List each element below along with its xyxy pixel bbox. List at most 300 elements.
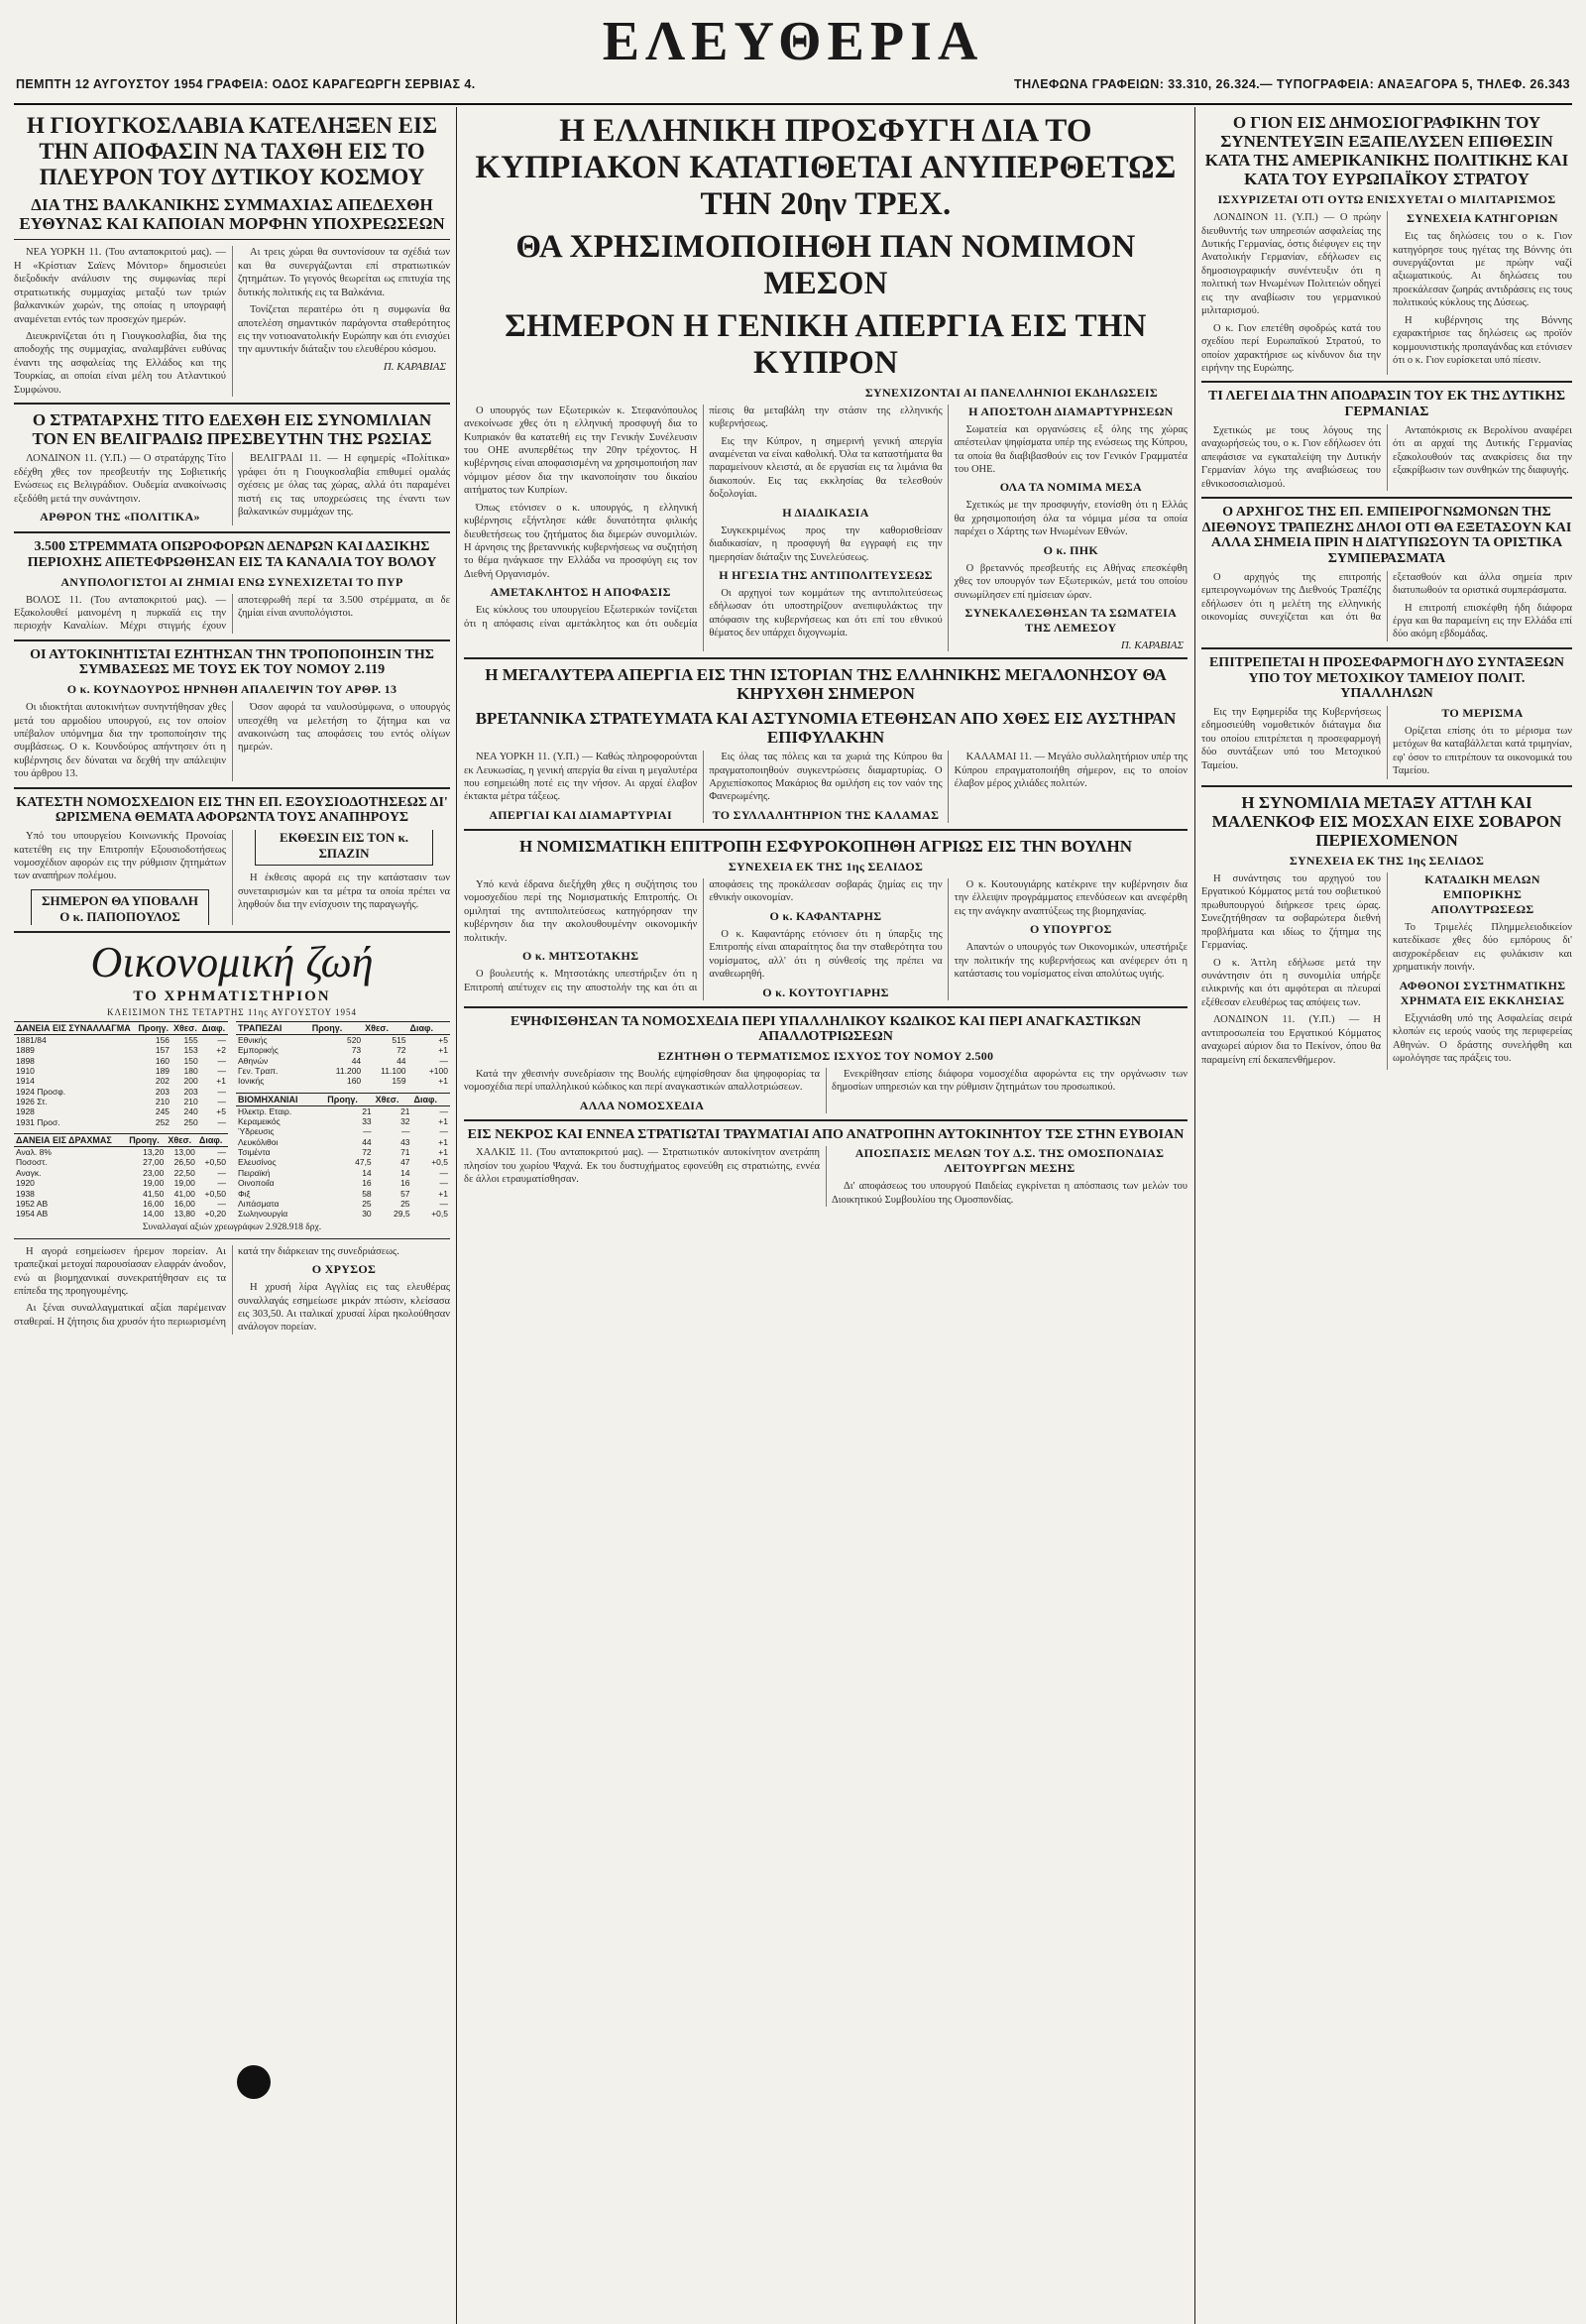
table-cell: — xyxy=(217,1147,226,1158)
table-cell: 72 xyxy=(396,1045,406,1056)
table-cell: 1898 xyxy=(16,1055,35,1066)
table-cell: — xyxy=(439,1126,448,1137)
table-row xyxy=(14,1117,228,1127)
table-cell: +1 xyxy=(438,1045,448,1056)
table-cell: — xyxy=(439,1198,448,1209)
divider xyxy=(14,787,450,789)
table-cell: — xyxy=(217,1167,226,1178)
table-loans-fx xyxy=(14,1021,228,1127)
table-cell: 44 xyxy=(362,1136,372,1147)
headline-accident: ΕΙΣ ΝΕΚΡΟΣ ΚΑΙ ΕΝΝΕΑ ΣΤΡΑΤΙΩΤΑΙ ΤΡΑΥΜΑΤΙΑΙ ΑΠΟ ΑΝΑΤΡΟΠΗΝ ΑΥΤΟΚΙΝΗΤΟΥ ΤΣΕ ΣΤΗΝ ΕΥΒΟΙΑΝ xyxy=(467,1126,1185,1142)
table-header: Προηγ. xyxy=(310,1021,363,1034)
table-cell: +0,5 xyxy=(431,1157,448,1168)
table-cell: — xyxy=(439,1105,448,1116)
table-cell: 1920 xyxy=(16,1178,35,1189)
table-header: ΔΑΝΕΙΑ ΕΙΣ ΣΥΝΑΛΛΑΓΜΑ xyxy=(14,1021,136,1034)
table-cell: +1 xyxy=(438,1136,448,1147)
divider xyxy=(464,1006,1188,1008)
headline-monetary: Η ΝΟΜΙΣΜΑΤΙΚΗ ΕΠΙΤΡΟΠΗ ΕΣΦΥΡΟΚΟΠΗΘΗ ΑΓΡΙΩΣ ΕΙΣ ΤΗΝ ΒΟΥΛΗΝ xyxy=(518,836,1132,856)
table-cell: 11.200 xyxy=(335,1065,362,1076)
table-cell: 1954 ΑΒ xyxy=(16,1209,49,1220)
article-subhead: Ο κ. ΠΗΚ xyxy=(1043,542,1099,557)
table-cell: — xyxy=(217,1034,226,1045)
table-cell: 41,00 xyxy=(173,1188,195,1199)
table-cell: 58 xyxy=(362,1188,372,1199)
table-cell: Φιξ xyxy=(238,1188,251,1199)
paragraph: Ο βρεταννός πρεσβευτής εις Αθήνας επεσκέφθη χθες τον υπουργόν των Εξωτερικών, μετά του οποίου συνωμίλησεν επί ημίσειαν ώραν. xyxy=(954,562,1188,601)
table-row xyxy=(236,1034,450,1045)
subheadline-fire: ΑΝΥΠΟΛΟΓΙΣΤΟΙ ΑΙ ΖΗΜΙΑΙ ΕΝΩ ΣΥΝΕΧΙΖΕΤΑΙ ΤΟ ΠΥΡ xyxy=(60,574,403,589)
stock-exchange-title: ΤΟ ΧΡΗΜΑΤΙΣΤΗΡΙΟΝ xyxy=(133,988,331,1004)
headline-pensions: ΕΠΙΤΡΕΠΕΤΑΙ Η ΠΡΟΣΕΦΑΡΜΟΓΗ ΔΥΟ ΣΥΝΤΑΞΕΩΝ ΥΠΟ ΤΟΥ ΜΕΤΟΧΙΚΟΥ ΤΑΜΕΙΟΥ ΠΟΛΙΤ. ΥΠΑΛΛΗΛΩΝ xyxy=(1208,654,1565,702)
divider xyxy=(464,657,1188,659)
continuation-note: ΣΥΝΕΧΕΙΑ ΕΚ ΤΗΣ 1ης ΣΕΛΙΔΟΣ xyxy=(728,859,924,873)
subheadline-john: ΙΣΧΥΡΙΖΕΤΑΙ ΟΤΙ ΟΥΤΩ ΕΝΙΣΧΥΕΤΑΙ Ο ΜΙΛΙΤΑΡΙΣΜΟΣ xyxy=(1217,192,1556,207)
byline: Π. ΚΑΡΑΒΙΑΣ xyxy=(1120,639,1184,652)
table-cell: 160 xyxy=(346,1076,362,1087)
table-row xyxy=(14,1189,228,1199)
article-strike xyxy=(464,751,1188,823)
table-cell: Εμπορικής xyxy=(238,1045,279,1056)
divider xyxy=(14,531,450,533)
table-header: Χθεσ. xyxy=(374,1093,412,1105)
economy-section-title: Οικονομική ζωή xyxy=(90,937,374,987)
masthead-phones: ΤΗΛΕΦΩΝΑ ΓΡΑΦΕΙΩΝ: 33.310, 26.324.— ΤΥΠΟΓΡΑΦΕΙΑ: ΑΝΑΞΑΓΟΡΑ 5, ΤΗΛΕΦ. 26.343 xyxy=(1014,77,1570,91)
table-cell: 1926 Στ. xyxy=(16,1097,48,1107)
table-cell: 16,00 xyxy=(173,1198,195,1209)
table-header: ΔΑΝΕΙΑ ΕΙΣ ΔΡΑΧΜΑΣ xyxy=(14,1134,127,1147)
paragraph: Σωματεία και οργανώσεις εξ όλης της χώρας απέστειλαν ψηφίσματα υπέρ της ενώσεως της Κύπρου, τα οποία θα διαβιβασθούν εις τον Γενικόν Γραμματέα του ΟΗΕ. xyxy=(954,423,1188,475)
article-john xyxy=(1201,211,1572,375)
table-row xyxy=(14,1168,228,1178)
table-cell: 25 xyxy=(362,1198,372,1209)
table-header: Διαφ. xyxy=(412,1093,450,1105)
paragraph: Ο κ. Κουτουγιάρης κατέκρινε την κυβέρνησιν δια την έλλειψιν προγράμματος επενδύσεων και ανεφέρθη εις την ανάγκην αναπτύξεως της βιομηχανίας. xyxy=(954,878,1188,917)
article-subhead: Η ΔΙΑΔΙΚΑΣΙΑ xyxy=(782,505,869,520)
paragraph: Ο κ. Γιον επετέθη σφοδρώς κατά του σχεδίου περί Ευρωπαϊκού Στρατού, το οποίον χαρακτήρισε ως κίνδυνον δια την ειρήνην της Ευρώπης. xyxy=(1201,322,1381,374)
table-cell: 245 xyxy=(155,1106,170,1117)
masthead-date-address: ΠΕΜΠΤΗ 12 ΑΥΓΟΥΣΤΟΥ 1954 ΓΡΑΦΕΙΑ: ΟΔΟΣ ΚΑΡΑΓΕΩΡΓΗ ΣΕΡΒΙΑΣ 4. xyxy=(16,77,476,91)
table-row xyxy=(236,1209,450,1219)
table-body xyxy=(236,1034,450,1086)
table-body xyxy=(14,1034,228,1127)
table-cell: Αθηνών xyxy=(238,1055,269,1066)
transactions-note: Συναλλαγαί αξιών χρεωγράφων 2.928.918 δρχ. xyxy=(142,1221,322,1232)
ink-blot xyxy=(237,2065,271,2099)
table-cell: 1914 xyxy=(16,1076,35,1087)
divider xyxy=(1201,647,1572,649)
table-header: Χθεσ. xyxy=(166,1134,197,1147)
table-row xyxy=(236,1157,450,1167)
paragraph: Εις κύκλους του υπουργείου Εξωτερικών τονίζεται ότι η απόφασις είναι αμετάκλητος και ότι ουδεμία πίεσις θα μεταβάλη την στάσιν της ελληνικής κυβερνήσεως. xyxy=(464,405,943,630)
table-row xyxy=(236,1189,450,1199)
table-cell: 16 xyxy=(362,1178,372,1189)
paragraph: Κατά την χθεσινήν συνεδρίασιν της Βουλής εψηφίσθησαν δια ψηφοφορίας τα νομοσχέδια περί υπαλληλικού κώδικος και περί αναγκαστικών απαλλοτριώσεων. xyxy=(464,1068,820,1094)
table-cell: 19,00 xyxy=(173,1178,195,1189)
divider xyxy=(1201,381,1572,383)
headline-tito: Ο ΣΤΡΑΤΑΡΧΗΣ ΤΙΤΟ ΕΔΕΧΘΗ ΕΙΣ ΣΥΝΟΜΙΛΙΑΝ ΤΟΝ ΕΝ ΒΕΛΙΓΡΑΔΙΩ ΠΡΕΣΒΕΥΤΗΝ ΤΗΣ ΡΩΣΙΑΣ xyxy=(32,410,432,449)
paragraph: ΧΑΛΚΙΣ 11. (Του ανταποκριτού μας). — Στρατιωτικόν αυτοκίνητον ανετράπη πλησίον του χωρίου Ψαχνά. Εκ του δυστυχήματος εφονεύθη εις στρατιώτης, εννέα δε άλλοι ετραυματίσθησαν. xyxy=(464,1147,820,1186)
page-columns xyxy=(14,107,1572,2324)
subheadline-drivers: Ο κ. ΚΟΥΝΔΟΥΡΟΣ ΗΡΝΗΘΗ ΑΠΑΛΕΙΨΙΝ ΤΟΥ ΑΡΘΡ. 13 xyxy=(66,682,397,697)
table-row xyxy=(236,1168,450,1178)
table-cell: 1928 xyxy=(16,1106,35,1117)
article-subhead: Ο κ. ΚΑΦΑΝΤΑΡΗΣ xyxy=(769,908,882,923)
table-cell: 71 xyxy=(400,1147,410,1158)
table-header: Χθεσ. xyxy=(171,1021,200,1034)
table-cell: — xyxy=(217,1055,226,1066)
headline-cyprus-2: ΘΑ ΧΡΗΣΙΜΟΠΟΙΗΘΗ ΠΑΝ ΝΟΜΙΜΟΝ ΜΕΣΟΝ xyxy=(515,228,1136,301)
table-cell: 57 xyxy=(400,1188,410,1199)
table-row xyxy=(14,1076,228,1086)
paragraph: Ορίζεται επίσης ότι το μέρισμα των μετόχων θα καταβάλλεται κατά τριμηνίαν, εφ' όσον το επιτρέπουν τα οικονομικά του Ταμείου. xyxy=(1393,725,1572,777)
table-cell: +1 xyxy=(438,1147,448,1158)
subheadline-cyprus: ΣΥΝΕΧΙΖΟΝΤΑΙ ΑΙ ΠΑΝΕΛΛΗΝΙΟΙ ΕΚΔΗΛΩΣΕΙΣ xyxy=(864,385,1158,400)
table-row xyxy=(14,1209,228,1219)
table-cell: 43 xyxy=(400,1136,410,1147)
headline-fire: 3.500 ΣΤΡΕΜΜΑΤΑ ΟΠΩΡΟΦΟΡΩΝ ΔΕΝΔΡΩΝ ΚΑΙ ΔΑΣΙΚΗΣ ΠΕΡΙΟΧΗΣ ΑΠΕΤΕΦΡΩΘΗΣΑΝ ΕΙΣ ΤΑ ΚΑΝΑΛΙΑ ΤΟΥ ΒΟΛΟΥ xyxy=(27,539,437,570)
table-row xyxy=(14,1056,228,1066)
table-row xyxy=(14,1199,228,1209)
table-industry xyxy=(236,1093,450,1220)
article-escape xyxy=(1201,424,1572,491)
table-cell: 13,80 xyxy=(173,1209,195,1220)
article-yugoslavia xyxy=(14,246,450,397)
table-cell: — xyxy=(217,1116,226,1127)
table-cell: 210 xyxy=(183,1097,198,1107)
paragraph: Απαντών ο υπουργός των Οικονομικών, υπεστήριξε την πολιτικήν της κυβερνήσεως και ανέφερεν ότι η κατάστασις του νομίσματος είναι απολύτως υγιής. xyxy=(954,942,1188,981)
paragraph: Εξιχνιάσθη υπό της Ασφαλείας σειρά κλοπών εις ιερούς ναούς της περιφερείας Αθηνών. Ο δράστης συνελήφθη και ωμολόγησε τας πράξεις του. xyxy=(1393,1012,1572,1064)
table-cell: 14 xyxy=(362,1167,372,1178)
table-row xyxy=(14,1157,228,1167)
article-pensions xyxy=(1201,706,1572,779)
stock-exchange-date: ΚΛΕΙΣΙΜΟΝ ΤΗΣ ΤΕΤΑΡΤΗΣ 11ης ΑΥΓΟΥΣΤΟΥ 1954 xyxy=(106,1006,358,1017)
article-subhead: ΑΜΕΤΑΚΛΗΤΟΣ Η ΑΠΟΦΑΣΙΣ xyxy=(490,585,671,600)
paragraph: ΛΟΝΔΙΝΟΝ 11. (Υ.Π.) — Η αντιπροσωπεία του Εργατικού Κόμματος αναχωρεί αύριον δια το Πεκίνον, όπου θα παραμείνη επί δεκαπενθήμερον. xyxy=(1201,1014,1381,1066)
table-cell: 202 xyxy=(155,1076,170,1087)
paragraph: ΝΕΑ ΥΟΡΚΗ 11. (Υ.Π.) — Καθώς πληροφορούνται εκ Λευκωσίας, η γενική απεργία θα είναι η μεγαλυτέρα που εσημειώθη ποτέ εις την νήσον. Αι αρχαί έλαβον έκτακτα μέτρα τάξεως. xyxy=(464,752,698,803)
article-subhead: ΑΠΟΣΠΑΣΙΣ ΜΕΛΩΝ ΤΟΥ Δ.Σ. ΤΗΣ ΟΜΟΣΠΟΝΔΙΑΣ ΛΕΙΤΟΥΡΓΩΝ ΜΕΣΗΣ xyxy=(854,1146,1165,1176)
paragraph: ΝΕΑ ΥΟΡΚΗ 11. (Του ανταποκριτού μας). — Η «Κρίστιαν Σαϊενς Μόνιτορ» δημοσιεύει διεξοδικήν ανάλυσιν της συμφωνίας περί στρατιωτικής συμμαχίας μεταξύ των τριών βαλκανικών χωρών, της οποίας η υπογραφή αναμένεται εντός των προσεχών ημερών. xyxy=(14,247,226,325)
table-cell: 16,00 xyxy=(143,1198,165,1209)
table-cell: 1889 xyxy=(16,1045,35,1056)
article-fire xyxy=(14,594,450,634)
table-cell: +100 xyxy=(428,1065,448,1076)
article-subhead: ΣΥΝΕΚΑΛΕΣΘΗΣΑΝ ΤΑ ΣΩΜΑΤΕΙΑ ΤΗΣ ΛΕΜΕΣΟΥ xyxy=(964,606,1178,636)
table-cell: Ύδρευσις xyxy=(238,1126,275,1137)
table-cell: 1952 ΑΒ xyxy=(16,1198,49,1209)
paragraph: Αι ξέναι συναλλαγματικαί αξίαι παρέμειναν σταθεραί. Η ζήτησις δια χρυσόν ήτο περιωρισμένη κατά την διάρκειαν της συνεδριάσεως. xyxy=(14,1245,399,1328)
table-loans-drachma xyxy=(14,1133,228,1220)
table-cell: — xyxy=(439,1055,448,1066)
table-cell: Οινοποιΐα xyxy=(238,1178,275,1189)
paragraph: Το Τριμελές Πλημμελειοδικείον κατεδίκασε χθες δύο εμπόρους δι' αισχροκέρδειαν εις φυλάκισιν και χρηματικήν ποινήν. xyxy=(1393,921,1572,974)
paragraph: Εις την Κύπρον, η σημερινή γενική απεργία αναμένεται να είναι καθολική. Όλα τα καταστήματα θα παραμείνουν κλειστά, αι δε εργασίαι εις τα λιμάνια θα διακοπούν. Εις τας εκκλησίας θα τελεσθούν δοξολογίαι. xyxy=(709,435,943,501)
table-cell: 32 xyxy=(400,1116,410,1127)
article-subhead: Ο ΧΡΥΣΟΣ xyxy=(311,1262,377,1277)
paragraph: Οι ιδιοκτήται αυτοκινήτων συνηντήθησαν χθες μετά του αρμοδίου υπουργού, εις τον οποίον υπέβαλον υπόμνημα δια την τροποποίησιν της συμβάσεως. Ο κ. Κουνδούρος απήντησεν ότι η κυβέρνησις δεν δύναται να δεχθή την απάλειψιν του άρθρου 13. xyxy=(14,702,226,780)
subheadline-yugoslavia: ΔΙΑ ΤΗΣ ΒΑΛΚΑΝΙΚΗΣ ΣΥΜΜΑΧΙΑΣ ΑΠΕΔΕΧΘΗ ΕΥΘΥΝΑΣ ΚΑΙ ΚΑΠΟΙΑΝ ΜΟΡΦΗΝ ΥΠΟΧΡΕΩΣΕΩΝ xyxy=(19,195,445,234)
column-left xyxy=(14,107,450,2324)
table-cell: 23,00 xyxy=(143,1167,165,1178)
paragraph: Ανταπόκρισις εκ Βερολίνου αναφέρει ότι αι αρχαί της Δυτικής Γερμανίας εξακολουθούν τας ανακρίσεις δια την εξακρίβωσιν των συνθηκών της διαφυγής. xyxy=(1393,424,1572,477)
headline-cyprus: Η ΕΛΛΗΝΙΚΗ ΠΡΟΣΦΥΓΗ ΔΙΑ ΤΟ ΚΥΠΡΙΑΚΟΝ ΚΑΤΑΤΙΘΕΤΑΙ ΑΝΥΠΕΡΘΕΤΩΣ ΤΗΝ 20ην ΤΡΕΧ. xyxy=(475,113,1177,222)
divider xyxy=(464,829,1188,831)
paragraph: Ο αρχηγός της επιτροπής εμπειρογνωμόνων της Διεθνούς Τραπέζης εδήλωσεν ότι η μελέτη της ελληνικής οικονομίας συνεχίζεται και ότι θα εξετασθούν και άλλα σημεία πριν διατυπωθούν τα οριστικά συμπεράσματα. xyxy=(1201,571,1572,623)
table-header: Προηγ. xyxy=(127,1134,166,1147)
table-cell: Σωληνουργία xyxy=(238,1209,288,1220)
headline-escape: ΤΙ ΛΕΓΕΙ ΔΙΑ ΤΗΝ ΑΠΟΔΡΑΣΙΝ ΤΟΥ ΕΚ ΤΗΣ ΔΥΤΙΚΗΣ ΓΕΡΜΑΝΙΑΣ xyxy=(1208,389,1565,420)
paragraph: Υπό του υπουργείου Κοινωνικής Προνοίας κατετέθη εις την Επιτροπήν Εξουσιοδοτήσεως νομοσχέδιον αφορών εις την ρύθμισιν ζητημάτων των αναπήρων πολέμου. xyxy=(14,831,226,882)
headline-strike: Η ΜΕΓΑΛΥΤΕΡΑ ΑΠΕΡΓΙΑ ΕΙΣ ΤΗΝ ΙΣΤΟΡΙΑΝ ΤΗΣ ΕΛΛΗΝΙΚΗΣ ΜΕΓΑΛΟΝΗΣΟΥ ΘΑ ΚΗΡΥΧΘΗ ΣΗΜΕΡΟΝ xyxy=(485,665,1167,704)
table-cell: 47 xyxy=(400,1157,410,1168)
paragraph: Η επιτροπή επισκέφθη ήδη διάφορα έργα και θα παραμείνη εις την Ελλάδα επί δύο ακόμη εβδομάδας. xyxy=(1393,602,1572,640)
table-cell: 180 xyxy=(183,1065,198,1076)
article-accident xyxy=(464,1146,1188,1207)
paragraph: Σχετικώς με την προσφυγήν, ετονίσθη ότι η Ελλάς θα χρησιμοποιήση όλα τα νόμιμα μέσα τα οποία παρέχει ο Χάρτης των Ηνωμένων Εθνών. xyxy=(954,500,1188,538)
article-disabled xyxy=(14,830,450,925)
article-subhead: ΚΑΤΑΔΙΚΗ ΜΕΛΩΝ ΕΜΠΟΡΙΚΗΣ ΑΠΟΛΥΤΡΩΣΕΩΣ xyxy=(1424,872,1540,916)
table-cell: 240 xyxy=(183,1106,198,1117)
table-row xyxy=(14,1106,228,1116)
table-row xyxy=(236,1116,450,1126)
article-subhead: ΑΛΛΑ ΝΟΜΟΣΧΕΔΙΑ xyxy=(579,1098,705,1112)
table-row xyxy=(236,1137,450,1147)
article-worldbank xyxy=(1201,571,1572,641)
table-cell: Αναγκ. xyxy=(16,1167,42,1178)
table-cell: Τσιμέντα xyxy=(238,1147,271,1158)
paragraph: Όπως ετόνισεν ο κ. υπουργός, η ελληνική κυβέρνησις εξήντλησε κάθε δυνατότητα φιλικής διευθετήσεως του ζητήματος δια διμερών συνομιλιών. Η άρνησις της βρεταννικής κυβερνήσεως να συζητήση το θέμα ηνάγκασε την Ελλάδα να προσφύγη εις τον Διεθνή Οργανισμόν. xyxy=(464,502,698,580)
table-cell: 203 xyxy=(155,1086,170,1097)
paragraph: Η έκθεσις αφορά εις την κατάστασιν των συνεταιρισμών και τα μέτρα τα οποία πρέπει να ληφθούν δια την ενίσχυσιν της παραγωγής. xyxy=(238,872,450,910)
article-subhead: ΑΡΘΡΟΝ ΤΗΣ «ΠΟΛΙΤΙΚΑ» xyxy=(40,509,200,523)
subheadline-bills: ΕΖΗΤΗΘΗ Ο ΤΕΡΜΑΤΙΣΜΟΣ ΙΣΧΥΟΣ ΤΟΥ ΝΟΜΟΥ 2.500 xyxy=(657,1048,994,1063)
table-cell: 153 xyxy=(183,1045,198,1056)
table-cell: Αναλ. 8% xyxy=(16,1147,52,1158)
table-cell: +0,50 xyxy=(204,1157,226,1168)
paragraph: Όσον αφορά τα ναυλοσύμφωνα, ο υπουργός υπεσχέθη να μελετήση το ζήτημα και να ανακοινώση τας αποφάσεις του εντός ολίγων ημερών. xyxy=(238,702,450,754)
table-header: Διαφ. xyxy=(200,1021,228,1034)
divider xyxy=(14,1238,450,1239)
paragraph: Δι' αποφάσεως του υπουργού Παιδείας εγκρίνεται η απόσπασις των μελών του Διοικητικού Συμβουλίου της Ομοσπονδίας. xyxy=(832,1181,1188,1206)
article-subhead: Η ΑΠΟΣΤΟΛΗ ΔΙΑΜΑΡΤΥΡΗΣΕΩΝ xyxy=(968,404,1174,418)
table-cell: +1 xyxy=(216,1076,226,1087)
table-cell: 29,5 xyxy=(394,1209,410,1220)
table-cell: — xyxy=(217,1198,226,1209)
paragraph: Διευκρινίζεται ότι η Γιουγκοσλαβία, δια της αποδοχής της συμμαχίας, αναλαμβάνει ευθύνας έναντι της ασφαλείας της Ελλάδος και της Τουρκίας, αι οποίαι είναι μέλη του Ατλαντικού Συμφώνου. xyxy=(14,330,226,396)
table-header: Προηγ. xyxy=(325,1093,373,1105)
paragraph: Συγκεκριμένως προς την καθορισθείσαν διαδικασίαν, η προσφυγή θα εγγραφή εις την ημερησίαν διάταξιν της Συνελεύσεως. xyxy=(709,524,943,563)
table-cell: +1 xyxy=(438,1188,448,1199)
headline-john: Ο ΓΙΟΝ ΕΙΣ ΔΗΜΟΣΙΟΓΡΑΦΙΚΗΝ ΤΟΥ ΣΥΝΕΝΤΕΥΞΙΝ ΕΞΑΠΕΛΥΣΕΝ ΕΠΙΘΕΣΙΝ ΚΑΤΑ ΤΗΣ ΑΜΕΡΙΚΑΝΙΚΗΣ ΠΟΛΙΤΙΚΗΣ ΚΑΙ ΚΑΤΑ ΤΟΥ ΕΥΡΩΠΑΪΚΟΥ ΣΤΡΑΤΟΥ xyxy=(1204,113,1569,189)
table-cell: 14 xyxy=(400,1167,410,1178)
table-cell: +1 xyxy=(438,1076,448,1087)
table-row xyxy=(236,1045,450,1055)
table-cell: 203 xyxy=(183,1086,198,1097)
column-rule xyxy=(456,107,457,2324)
paragraph: ΛΟΝΔΙΝΟΝ 11. (Υ.Π.) — Ο πρώην διευθυντής των υπηρεσιών ασφαλείας της Δυτικής Γερμανίας, όστις διέφυγεν εις την Ανατολικήν Γερμανίαν, εδήλωσεν εις δημοσιογραφικήν συνέντευξιν ότι η πολιτική των Ηνωμένων Πολιτειών οδηγεί εις την αναβίωσιν του γερμανικού μιλιταρισμού. xyxy=(1201,212,1381,317)
table-cell: — xyxy=(439,1167,448,1178)
divider xyxy=(1201,785,1572,787)
headline-drivers: ΟΙ ΑΥΤΟΚΙΝΗΤΙΣΤΑΙ ΕΖΗΤΗΣΑΝ ΤΗΝ ΤΡΟΠΟΠΟΙΗΣΙΝ ΤΗΣ ΣΥΜΒΑΣΕΩΣ ΜΕ ΤΟΥΣ ΕΚ ΤΟΥ ΝΟΜΟΥ 2.119 xyxy=(30,646,434,678)
table-row xyxy=(236,1056,450,1066)
table-cell: +0,20 xyxy=(204,1209,226,1220)
table-cell: Ηλεκτρ. Εταιρ. xyxy=(238,1105,292,1116)
divider xyxy=(1201,497,1572,499)
article-subhead: ΑΦΘΟΝΟΙ ΣΥΣΤΗΜΑΤΙΚΗΣ ΧΡΗΜΑΤΑ ΕΙΣ ΕΚΚΛΗΣΙΑΣ xyxy=(1399,978,1566,1007)
divider xyxy=(14,639,450,641)
paragraph: ΛΟΝΔΙΝΟΝ 11. (Υ.Π.) — Ο στρατάρχης Τίτο εδέχθη χθες τον πρεσβευτήν της Σοβιετικής Ενώσεως εις Βελιγράδιον. Ουδεμία ανακοίνωσις εξεδόθη μετά την συνάντησιν. xyxy=(14,453,226,505)
paragraph: Ο υπουργός των Εξωτερικών κ. Στεφανόπουλος ανεκοίνωσε χθες ότι η ελληνική προσφυγή δια το Κυπριακόν θα κατατεθή εις την Γενικήν Συνέλευσιν του ΟΗΕ ανυπερθέτως την 20ην τρέχοντος. Η κυβέρνησις είναι αποφασισμένη να χρησιμοποιήση παν νόμιμον μέσον δια την ικανοποίησιν του δικαίου αιτήματος των Κυπρίων. xyxy=(464,405,698,497)
table-row xyxy=(14,1097,228,1106)
table-cell: 1881/84 xyxy=(16,1034,47,1045)
table-cell: 47,5 xyxy=(355,1157,372,1168)
table-cell: 73 xyxy=(351,1045,362,1056)
table-cell: 155 xyxy=(183,1034,198,1045)
article-subhead: Ο ΥΠΟΥΡΓΟΣ xyxy=(1029,922,1112,937)
article-market xyxy=(14,1245,450,1335)
article-drivers xyxy=(14,701,450,781)
table-cell: 44 xyxy=(351,1055,362,1066)
table-cell: +0,5 xyxy=(431,1209,448,1220)
table-cell: 21 xyxy=(400,1105,410,1116)
paragraph: Αι τρεις χώραι θα συντονίσουν τα σχέδιά των και θα συνεργάζωνται επί στρατιωτικών ζητημάτων. Το γεγονός θεωρείται ως επιτυχία της δυτικής πολιτικής εις τα Βαλκάνια. xyxy=(238,247,450,298)
paragraph: ΒΟΛΟΣ 11. (Του ανταποκριτού μας). — Εξακολουθεί μαινομένη η πυρκαϊά εις την περιοχήν Καναλίων. Μέχρι στιγμής έχουν αποτεφρωθή περί τα 3.500 στρέμματα, αι δε ζημίαι είναι ανυπολόγιστοι. xyxy=(14,594,450,633)
table-cell: +2 xyxy=(216,1045,226,1056)
paragraph: Οι αρχηγοί των κομμάτων της αντιπολιτεύσεως εδήλωσαν ότι υποστηρίζουν ανεπιφυλάκτως την απόφασιν της κυβερνήσεως και ότι επί του εθνικού θέματος δεν υπάρχει διχογνωμία. xyxy=(709,588,943,639)
table-cell: 252 xyxy=(155,1116,170,1127)
table-row xyxy=(236,1066,450,1076)
table-row xyxy=(236,1105,450,1116)
article-tito xyxy=(14,452,450,525)
headline-yugoslavia: Η ΓΙΟΥΓΚΟΣΛΑΒΙΑ ΚΑΤΕΛΗΞΕΝ ΕΙΣ ΤΗΝ ΑΠΟΦΑΣΙΝ ΝΑ ΤΑΧΘΗ ΕΙΣ ΤΟ ΠΛΕΥΡΟΝ ΤΟΥ ΔΥΤΙΚΟΥ ΚΟΣΜΟΥ xyxy=(27,113,437,189)
article-bills xyxy=(464,1068,1188,1113)
table-cell: Ιονικής xyxy=(238,1076,265,1087)
byline: Π. ΚΑΡΑΒΙΑΣ xyxy=(383,360,446,373)
table-cell: Γεν. Τραπ. xyxy=(238,1065,279,1076)
table-cell: +5 xyxy=(438,1034,448,1045)
headline-attlee: Η ΣΥΝΟΜΙΛΙΑ ΜΕΤΑΞΥ ΑΤΤΛΗ ΚΑΙ ΜΑΛΕΝΚΟΦ ΕΙΣ ΜΟΣΧΑΝ ΕΙΧΕ ΣΟΒΑΡΟΝ ΠΕΡΙΕΧΟΜΕΝΟΝ xyxy=(1211,792,1562,850)
table-cell: Πειραϊκή xyxy=(238,1167,271,1178)
paragraph: Εις τας δηλώσεις του ο κ. Γιον κατηγόρησε τους ηγέτας της Βόννης ότι συνεργάζονται με πρώην ναζί αξιωματικούς. Αι δηλώσεις του προεκάλεσαν ζωηράς αντιδράσεις εις τους πολιτικούς κύκλους της Δύσεως. xyxy=(1393,231,1572,309)
table-header: ΒΙΟΜΗΧΑΝΙΑΙ xyxy=(236,1093,325,1105)
table-cell: 520 xyxy=(346,1034,362,1045)
table-cell: 30 xyxy=(362,1209,372,1220)
article-subhead: ΤΟ ΣΥΛΛΑΛΗΤΗΡΙΟΝ ΤΗΣ ΚΑΛΑΜΑΣ xyxy=(712,807,940,822)
article-subhead: Ο κ. ΜΗΤΣΟΤΑΚΗΣ xyxy=(521,949,639,964)
article-subhead: ΑΠΕΡΓΙΑΙ ΚΑΙ ΔΙΑΜΑΡΤΥΡΙΑΙ xyxy=(489,807,672,822)
table-cell: 14,00 xyxy=(143,1209,165,1220)
article-attlee xyxy=(1201,872,1572,1070)
column-rule xyxy=(1194,107,1195,2324)
article-cyprus xyxy=(464,405,1188,651)
table-cell: 250 xyxy=(183,1116,198,1127)
table-cell: 21 xyxy=(362,1105,372,1116)
market-left xyxy=(14,1021,228,1220)
subheadline-strike: ΒΡΕΤΑΝΝΙΚΑ ΣΤΡΑΤΕΥΜΑΤΑ ΚΑΙ ΑΣΤΥΝΟΜΙΑ ΕΤΕΘΗΣΑΝ ΑΠΟ ΧΘΕΣ ΕΙΣ ΑΥΣΤΗΡΑΝ ΕΠΙΦΥΛΑΚΗΝ xyxy=(475,709,1177,748)
headline-disabled: ΚΑΤΕΣΤΗ ΝΟΜΟΣΧΕΔΙΟΝ ΕΙΣ ΤΗΝ ΕΠ. ΕΞΟΥΣΙΟΔΟΤΗΣΕΩΣ ΔΙ' ΩΡΙΣΜΕΝΑ ΘΕΜΑΤΑ ΑΦΟΡΩΝΤΑ ΤΟΥΣ ΑΝΑΠΗΡΟΥΣ xyxy=(16,794,448,826)
table-row xyxy=(14,1147,228,1158)
paragraph: Η συνάντησις του αρχηγού του Εργατικού Κόμματος μετά του σοβιετικού πρωθυπουργού διήρκεσε τρεις ώρας. Συνεζητήθησαν τα σοβαρώτερα διεθνή προβλήματα και ιδίως το ζήτημα της Γερμανίας. xyxy=(1201,872,1381,952)
paragraph: Ενεκρίθησαν επίσης διάφορα νομοσχέδια αφορώντα εις την οργάνωσιν των δημοσίων υπηρεσιών και την ρύθμισιν ζητημάτων του προσωπικού. xyxy=(832,1068,1188,1094)
table-cell: 25 xyxy=(400,1198,410,1209)
table-cell: 210 xyxy=(155,1097,170,1107)
table-header: Διαφ. xyxy=(197,1134,228,1147)
table-cell: +5 xyxy=(216,1106,226,1117)
divider xyxy=(14,403,450,405)
headline-cyprus-3: ΣΗΜΕΡΟΝ Η ΓΕΝΙΚΗ ΑΠΕΡΓΙΑ ΕΙΣ ΤΗΝ ΚΥΠΡΟΝ xyxy=(505,307,1147,381)
table-cell: 13,20 xyxy=(143,1147,165,1158)
table-cell: 1924 Προσφ. xyxy=(16,1086,66,1097)
table-cell: 150 xyxy=(183,1055,198,1066)
table-cell: Εθνικής xyxy=(238,1034,268,1045)
market-tables xyxy=(14,1021,450,1220)
table-banks xyxy=(236,1021,450,1087)
divider xyxy=(14,931,450,933)
table-cell: Κεραμεικός xyxy=(238,1116,281,1127)
paragraph: Υπό κενά έδρανα διεξήχθη χθες η συζήτησις του νομοσχεδίου περί της Νομισματικής Επιτροπής. Οι ομιληταί της αντιπολιτεύσεως κατηγόρησαν την κυβέρνησιν δια την ακολουθουμένην οικονομικήν πολιτικήν. xyxy=(464,878,698,944)
table-row xyxy=(236,1076,450,1086)
table-cell: 160 xyxy=(155,1055,170,1066)
table-cell: 1910 xyxy=(16,1065,35,1076)
table-row xyxy=(236,1126,450,1136)
table-row xyxy=(236,1199,450,1209)
article-subhead: ΟΛΑ ΤΑ ΝΟΜΙΜΑ ΜΕΣΑ xyxy=(999,480,1142,495)
table-cell: +1 xyxy=(438,1116,448,1127)
table-cell: 11.100 xyxy=(381,1065,406,1076)
table-cell: Λιπάσματα xyxy=(238,1198,280,1209)
table-header: Διαφ. xyxy=(408,1021,450,1034)
table-cell: — xyxy=(217,1097,226,1107)
headline-bills: ΕΨΗΦΙΣΘΗΣΑΝ ΤΑ ΝΟΜΟΣΧΕΔΙΑ ΠΕΡΙ ΥΠΑΛΛΗΛΙΚΟΥ ΚΩΔΙΚΟΣ ΚΑΙ ΠΕΡΙ ΑΝΑΓΚΑΣΤΙΚΩΝ ΑΠΑΛΛΟΤΡΙΩΣΕΩΝ xyxy=(510,1013,1141,1045)
table-row xyxy=(236,1178,450,1188)
table-header: Προηγ. xyxy=(136,1021,171,1034)
table-header: Χθεσ. xyxy=(363,1021,407,1034)
newspaper-title: ΕΛΕΥΘΕΡΙΑ xyxy=(602,11,984,72)
table-row xyxy=(14,1034,228,1045)
table-row xyxy=(236,1147,450,1157)
boxed-subhead: ΣΗΜΕΡΟΝ ΘΑ ΥΠΟΒΑΛΗ Ο κ. ΠΑΠΟΠΟΥΛΟΣ ΕΚΘΕΣΙΝ ΕΙΣ ΤΟΝ κ. ΣΠΑΖΙΝ xyxy=(31,830,432,925)
article-subhead: ΤΟ ΜΕΡΙΣΜΑ xyxy=(1441,705,1524,720)
table-body xyxy=(14,1147,228,1220)
table-cell: 189 xyxy=(155,1065,170,1076)
column-right xyxy=(1201,107,1572,2324)
paragraph: Ο βουλευτής κ. Μητσοτάκης υπεστήριξεν ότι η Επιτροπή απέτυχεν εις την αποστολήν της και ότι αι αποφάσεις της προκάλεσαν σοβαράς ζημίας εις την εθνικήν οικονομίαν. xyxy=(464,878,943,993)
table-cell: Λευκόλιθοι xyxy=(238,1136,279,1147)
table-cell: — xyxy=(217,1178,226,1189)
paragraph: ΚΑΛΑΜΑΙ 11. — Μεγάλο συλλαλητήριον υπέρ της Κύπρου επραγματοποιήθη σήμερον, εις το οποίον έλαβον μέρος χιλιάδες πολιτών. xyxy=(954,752,1188,790)
divider xyxy=(464,1119,1188,1121)
table-cell: — xyxy=(217,1086,226,1097)
market-right xyxy=(236,1021,450,1220)
table-cell: 1931 Προσ. xyxy=(16,1116,60,1127)
table-cell: 515 xyxy=(392,1034,406,1045)
table-cell: 72 xyxy=(362,1147,372,1158)
paragraph: Εις την Εφημερίδα της Κυβερνήσεως εδημοσιεύθη νομοθετικόν διάταγμα δια του οποίου επιτρέπεται η προσεφαρμογή δύο συντάξεων υπό του Μετοχικού Ταμείου. xyxy=(1201,706,1381,771)
table-cell: 157 xyxy=(155,1045,170,1056)
table-cell: — xyxy=(439,1178,448,1189)
headline-worldbank: Ο ΑΡΧΗΓΟΣ ΤΗΣ ΕΠ. ΕΜΠΕΙΡΟΓΝΩΜΟΝΩΝ ΤΗΣ ΔΙΕΘΝΟΥΣ ΤΡΑΠΕΖΗΣ ΔΗΛΟΙ ΟΤΙ ΘΑ ΕΞΕΤΑΣΟΥΝ ΚΑΙ ΑΛΛΑ ΣΗΜΕΙΑ ΠΡΙΝ Η ΔΙΑΤΥΠΩΣΟΥΝ ΤΑ ΟΡΙΣΤΙΚΑ ΣΥΜΠΕΡΑΣΜΑΤΑ xyxy=(1201,504,1572,566)
table-cell: — xyxy=(401,1126,410,1137)
article-monetary xyxy=(464,878,1188,1000)
table-cell: 44 xyxy=(396,1055,406,1066)
masthead xyxy=(14,8,1572,105)
table-row xyxy=(14,1087,228,1097)
table-cell: 1938 xyxy=(16,1188,35,1199)
table-cell: Ποσοστ. xyxy=(16,1157,48,1168)
paragraph: ΒΕΛΙΓΡΑΔΙ 11. — Η εφημερίς «Πολίτικα» γράφει ότι η Γιουγκοσλαβία επιθυμεί ομαλάς σχέσεις με όλας τας χώρας, αλλά ότι παραμένει πιστή εις τας υποχρεώσεις της έναντι των βαλκανικών συμμάχων της. xyxy=(238,453,450,518)
table-row xyxy=(14,1178,228,1188)
